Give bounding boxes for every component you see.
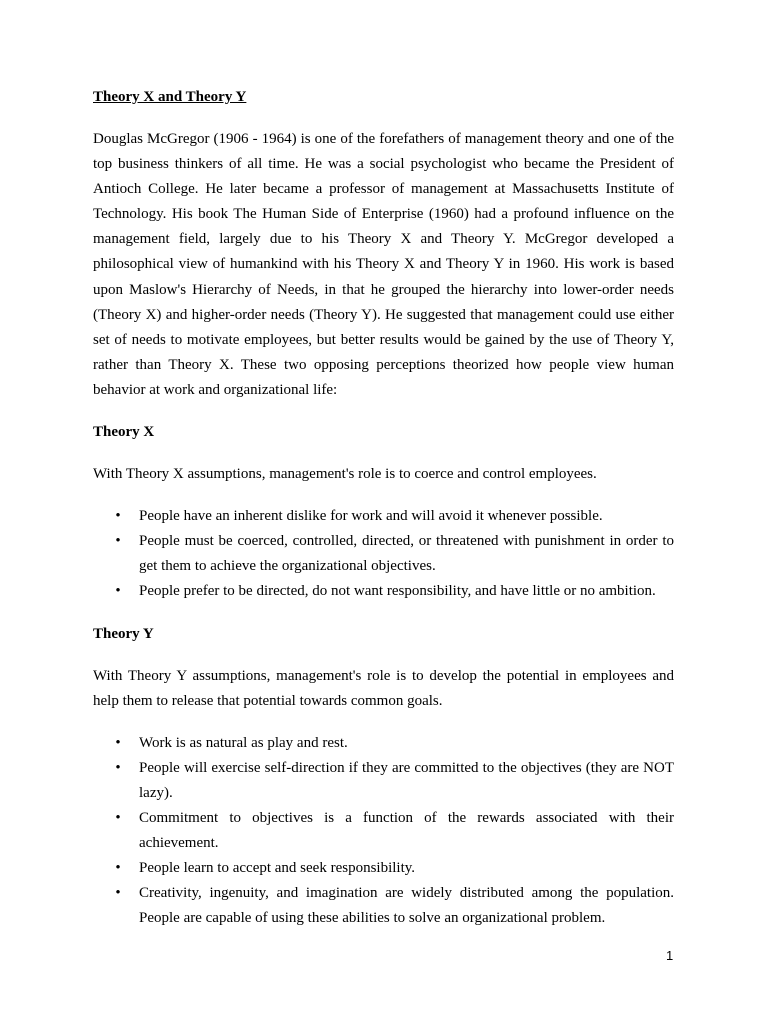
bullet-icon: • (115, 533, 121, 550)
bullet-icon: • (115, 583, 121, 600)
bullet-icon: • (115, 885, 121, 902)
list-item (93, 731, 674, 756)
page-number: 1 (666, 948, 674, 963)
bullet-icon: • (115, 759, 121, 776)
list-item (93, 856, 674, 881)
list-item-text: People have an inherent dislike for work and will avoid it whenever possible. (139, 508, 603, 525)
theory-x-heading: Theory X (93, 424, 155, 441)
list-item-text: People must be coerced, controlled, directed, or threatened with punishment in order to get them to achieve the organizational objectives. (139, 533, 674, 575)
list-item-text: Creativity, ingenuity, and imagination are widely distributed among the population. People are capable of using these abilities to solve an organizational problem. (139, 885, 674, 927)
list-item (93, 806, 674, 856)
list-item (93, 504, 674, 529)
list-item-text: People learn to accept and seek responsibility. (139, 860, 416, 877)
list-item (93, 756, 674, 806)
document-page (93, 85, 674, 948)
bullet-icon: • (115, 809, 121, 826)
theory-y-lead: With Theory Y assumptions, management's role is to develop the potential in employees and help them to release that potential towards common goals. (93, 667, 674, 709)
list-item (93, 579, 674, 604)
list-item-text: Work is as natural as play and rest. (139, 734, 348, 751)
intro-paragraph: Douglas McGregor (1906 - 1964) is one of the forefathers of management theory and one of the top business thinkers of all time. He was a social psychologist who became the President of Antioch College. He later became a professor of management at Massachusetts Institute of Technology. His book The Human Side of Enterprise (1960) had a profound influence on the management field, largely due to his Theory X and Theory Y. McGregor developed a philosophical view of humankind with his Theory X and Theory Y in 1960. His work is based upon Maslow's Hierarchy of Needs, in that he grouped the hierarchy into lower-order needs (Theory X) and higher-order needs (Theory Y). He suggested that management could use either set of needs to motivate employees, but better results would be gained by the use of Theory Y, rather than Theory X. These two opposing perceptions theorized how people view human behavior at work and organizational life: (93, 131, 674, 398)
list-item-text: People prefer to be directed, do not want responsibility, and have little or no ambition. (139, 583, 656, 600)
bullet-icon: • (115, 860, 121, 877)
theory-y-heading: Theory Y (93, 625, 154, 642)
bullet-icon: • (115, 734, 121, 751)
document-title: Theory X and Theory Y (93, 89, 247, 105)
list-item (93, 881, 674, 931)
list-item-text: People will exercise self-direction if they are committed to the objectives (they are NOT lazy). (139, 759, 674, 801)
theory-x-list (93, 504, 674, 604)
list-item-text: Commitment to objectives is a function of the rewards associated with their achievement. (139, 809, 674, 852)
bullet-icon: • (115, 508, 121, 525)
theory-y-list (93, 731, 674, 932)
theory-x-lead: With Theory X assumptions, management's role is to coerce and control employees. (93, 466, 597, 483)
list-item (93, 529, 674, 579)
